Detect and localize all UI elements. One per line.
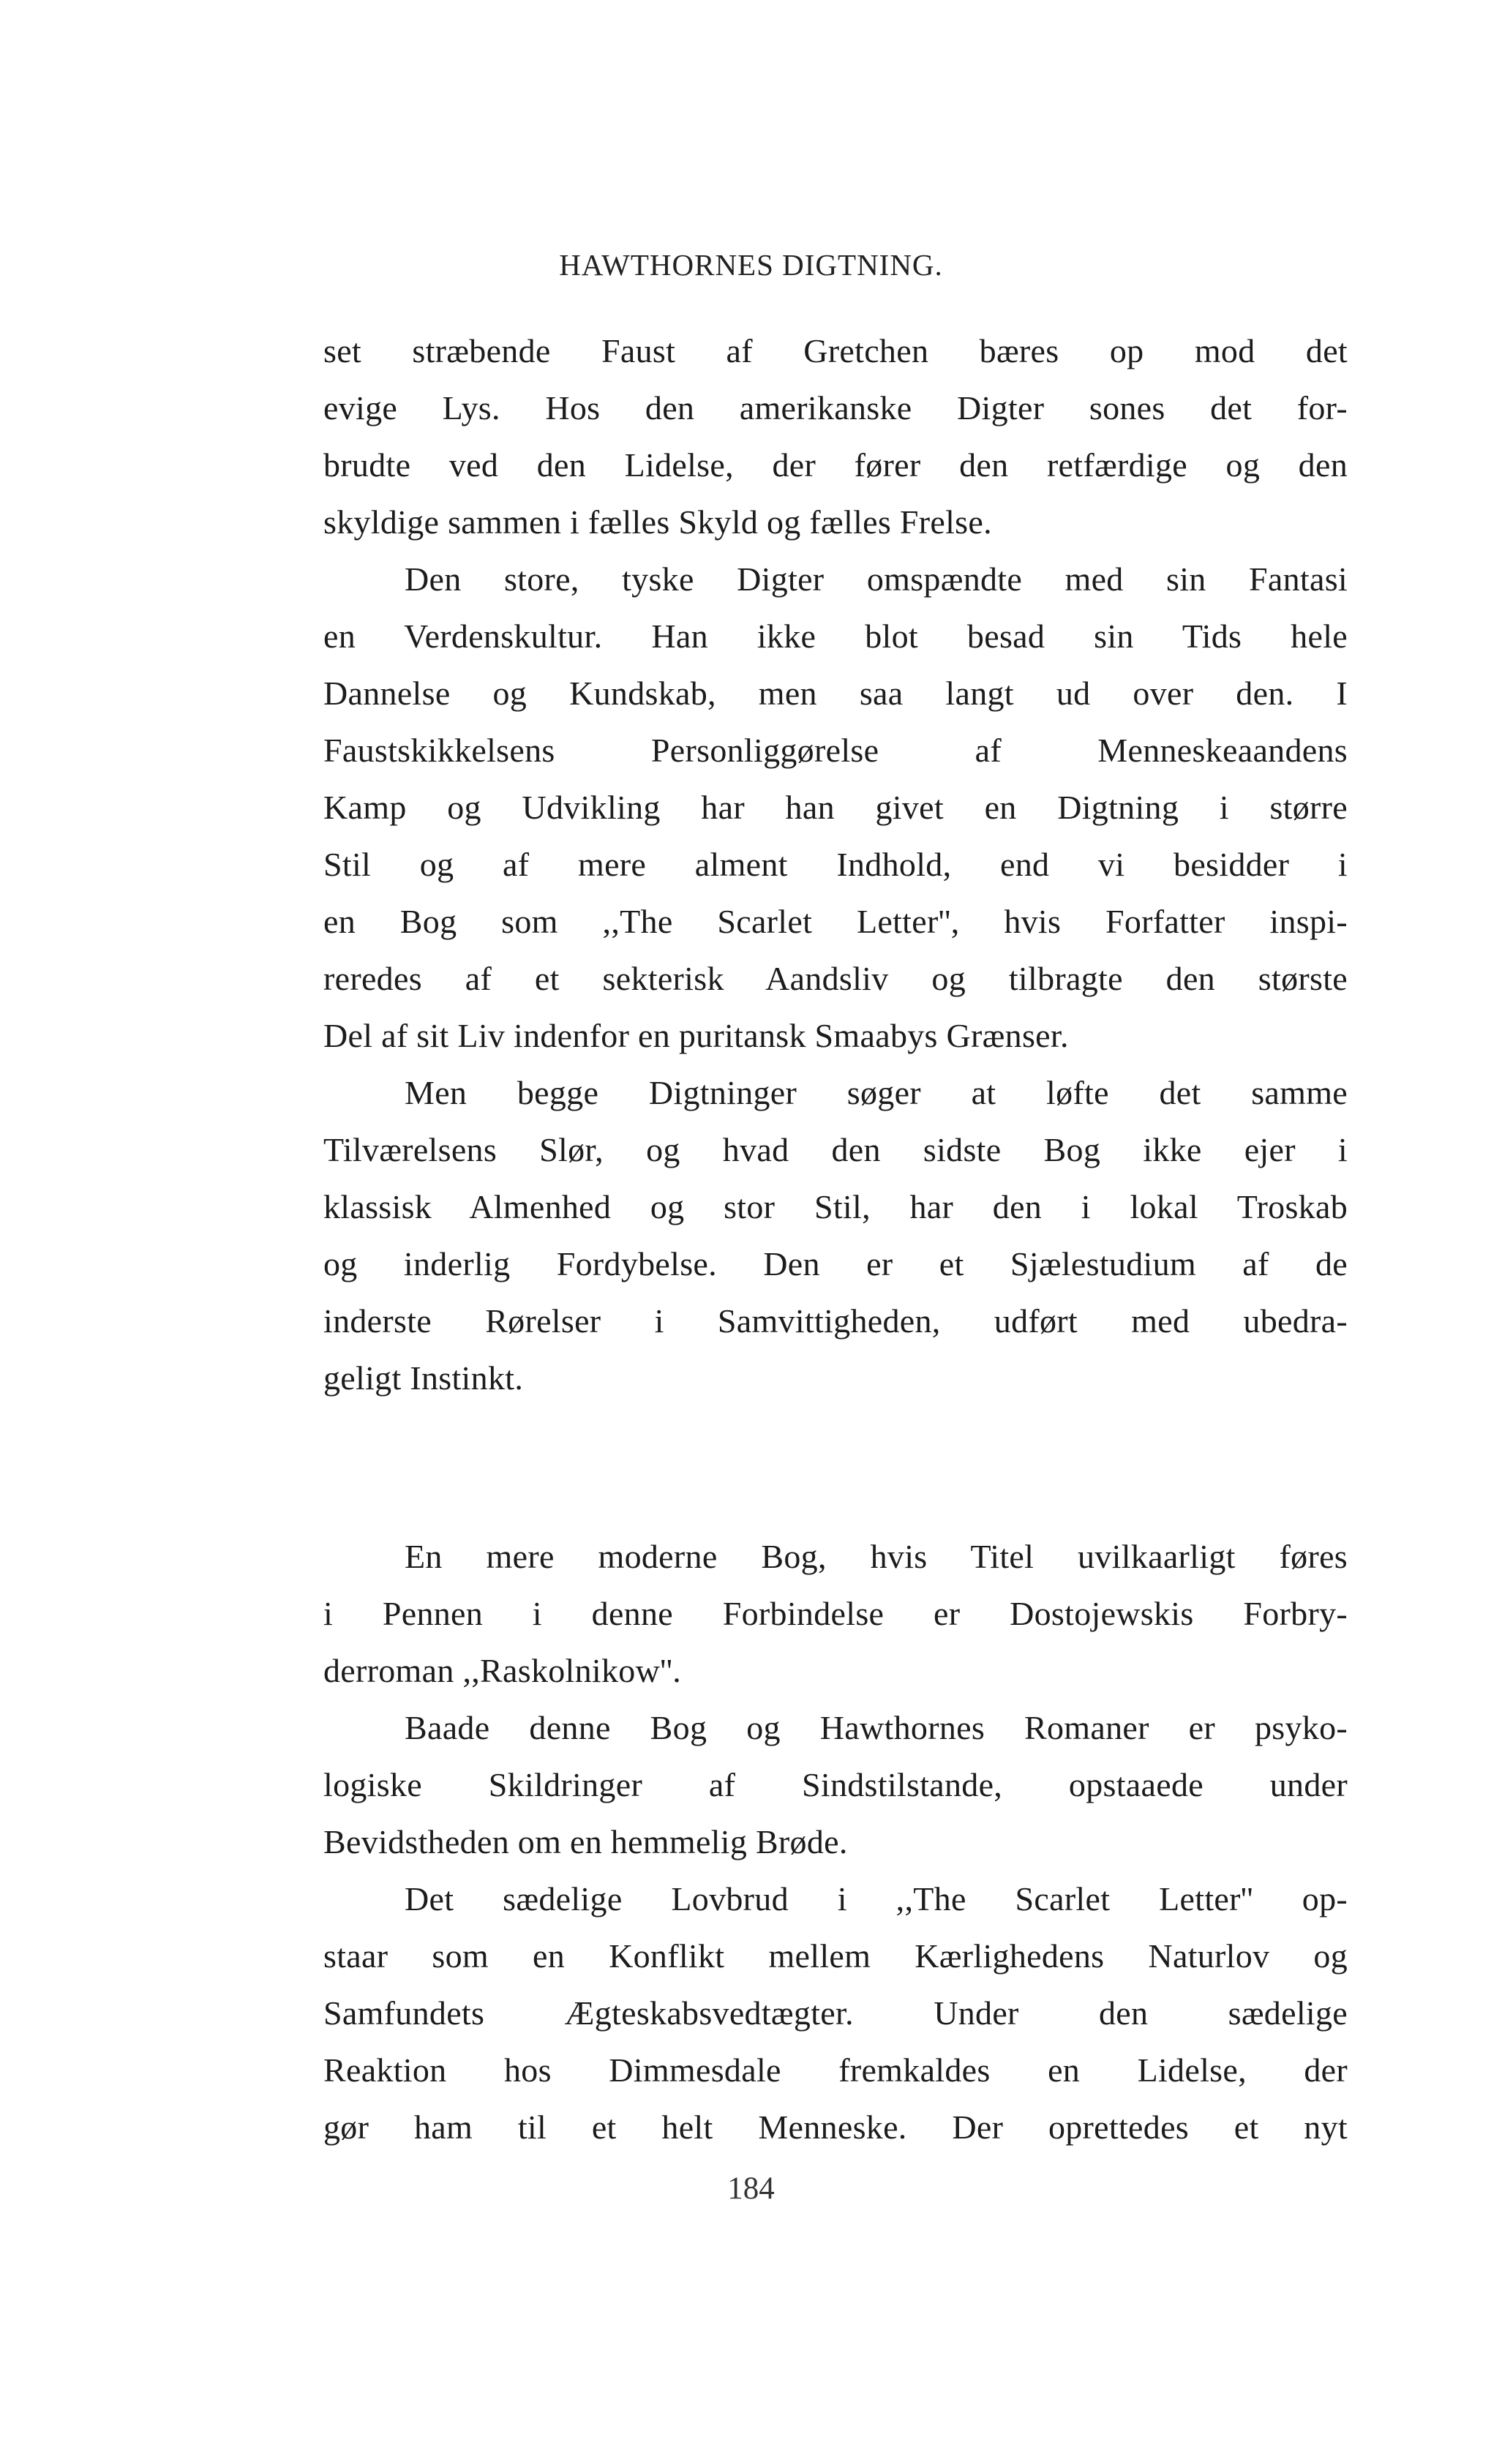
text-line: geligt Instinkt.	[323, 1359, 524, 1397]
text-line: logiske Skildringer af Sindstilstande, opstaaede under	[323, 1766, 1348, 1803]
text-line: En mere moderne Bog, hvis Titel uvilkaarligt føres	[405, 1538, 1348, 1575]
page-number: 184	[727, 2171, 775, 2206]
text-line: Men begge Digtninger søger at løfte det samme	[405, 1074, 1348, 1111]
text-line: skyldige sammen i fælles Skyld og fælles Frelse.	[323, 503, 992, 541]
text-line: reredes af et sekterisk Aandsliv og tilbragte den største	[323, 960, 1348, 997]
text-line: Stil og af mere alment Indhold, end vi besidder i	[323, 846, 1348, 883]
text-line: Tilværelsens Slør, og hvad den sidste Bog ikke ejer i	[323, 1131, 1348, 1168]
text-line: gør ham til et helt Menneske. Der oprettedes et nyt	[323, 2108, 1348, 2146]
text-line: Bevidstheden om en hemmelig Brøde.	[323, 1823, 848, 1860]
text-line: Dannelse og Kundskab, men saa langt ud over den. I	[323, 675, 1348, 712]
text-line: Samfundets Ægteskabsvedtægter. Under den sædelige	[323, 1994, 1348, 2032]
text-line: Faustskikkelsens Personliggørelse af Menneskeaandens	[323, 732, 1348, 769]
text-line: Del af sit Liv indenfor en puritansk Smaabys Grænser.	[323, 1017, 1069, 1054]
text-line: evige Lys. Hos den amerikanske Digter sones det for-	[323, 389, 1348, 427]
text-line: Reaktion hos Dimmesdale fremkaldes en Lidelse, der	[323, 2051, 1348, 2089]
text-line: staar som en Konflikt mellem Kærlighedens Naturlov og	[323, 1937, 1348, 1975]
text-line: og inderlig Fordybelse. Den er et Sjælestudium af de	[323, 1245, 1348, 1282]
text-line: inderste Rørelser i Samvittigheden, udført med ubedra-	[323, 1302, 1348, 1340]
text-line: set stræbende Faust af Gretchen bæres op mod det	[323, 332, 1348, 369]
text-line: Det sædelige Lovbrud i ,,The Scarlet Letter'' op-	[405, 1880, 1348, 1918]
running-head: HAWTHORNES DIGTNING.	[559, 248, 943, 282]
text-line: klassisk Almenhed og stor Stil, har den i lokal Troskab	[323, 1188, 1348, 1225]
text-line: Den store, tyske Digter omspændte med sin Fantasi	[405, 560, 1348, 598]
text-line: en Bog som ,,The Scarlet Letter'', hvis Forfatter inspi-	[323, 903, 1348, 940]
text-line: Baade denne Bog og Hawthornes Romaner er psyko-	[405, 1709, 1348, 1746]
text-line: Kamp og Udvikling har han givet en Digtning i større	[323, 789, 1348, 826]
text-line: i Pennen i denne Forbindelse er Dostojewskis Forbry-	[323, 1595, 1348, 1632]
text-line: en Verdenskultur. Han ikke blot besad sin Tids hele	[323, 617, 1348, 655]
text-line: brudte ved den Lidelse, der fører den retfærdige og den	[323, 446, 1348, 484]
text-line: derroman ,,Raskolnikow''.	[323, 1652, 682, 1689]
